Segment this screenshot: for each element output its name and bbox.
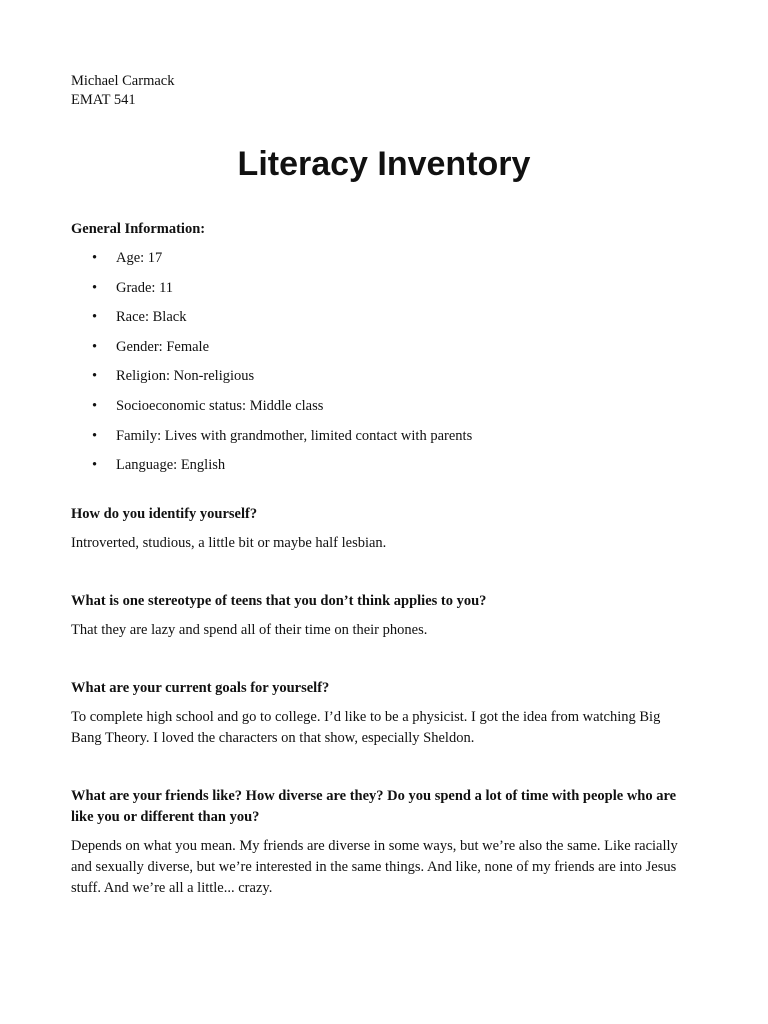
list-item-text: Language: English — [116, 457, 226, 474]
question-block — [71, 504, 691, 554]
question-block — [71, 591, 691, 641]
question-heading: What are your friends like? How diverse are they? Do you spend a lot of time with people who are like you or different than you? — [71, 787, 677, 825]
question-block — [71, 786, 691, 899]
list-item — [71, 307, 691, 337]
list-item-text: Religion: Non-religious — [116, 368, 255, 385]
list-item — [71, 366, 691, 396]
bullet-icon: • — [92, 427, 98, 444]
document-page — [71, 72, 691, 899]
list-item — [71, 248, 691, 278]
course-code: EMAT 541 — [71, 92, 136, 108]
answer-text: That they are lazy and spend all of their time on their phones. — [71, 621, 428, 638]
bullet-icon: • — [92, 279, 98, 296]
author-name: Michael Carmack — [71, 73, 175, 89]
list-item — [71, 278, 691, 308]
general-information-list — [71, 248, 691, 485]
general-information-heading: General Information: — [71, 221, 206, 237]
answer-text: Introverted, studious, a little bit or maybe half lesbian. — [71, 534, 387, 551]
list-item-text: Gender: Female — [116, 338, 210, 355]
list-item — [71, 455, 691, 485]
question-heading: What are your current goals for yourself? — [71, 679, 330, 696]
list-item-text: Family: Lives with grandmother, limited contact with parents — [116, 427, 473, 444]
bullet-icon: • — [92, 338, 98, 355]
bullet-icon: • — [92, 368, 98, 385]
list-item — [71, 426, 691, 456]
bullet-icon: • — [92, 250, 98, 266]
bullet-icon: • — [92, 309, 98, 326]
question-heading: How do you identify yourself? — [71, 505, 258, 522]
list-item-text: Grade: 11 — [116, 279, 174, 296]
question-heading: What is one stereotype of teens that you don’t think applies to you? — [71, 592, 487, 609]
answer-text: To complete high school and go to college. I’d like to be a physicist. I got the idea from watching Big Bang Theory. I loved the characters on that show, especially Sheldon. — [71, 708, 661, 746]
list-item-text: Socioeconomic status: Middle class — [116, 397, 324, 414]
list-item-text: Race: Black — [116, 309, 187, 326]
list-item — [71, 337, 691, 367]
answer-text: Depends on what you mean. My friends are diverse in some ways, but we’re also the same. Like racially and sexually diverse, but we’re interested in the same things. And like, none of my friends are into Jesus stuff. And we’re all a little... crazy. — [71, 837, 678, 896]
bullet-icon: • — [92, 397, 98, 414]
question-block — [71, 678, 691, 749]
list-item — [71, 396, 691, 426]
bullet-icon: • — [92, 457, 98, 474]
list-item-text: Age: 17 — [116, 250, 163, 266]
document-title: Literacy Inventory — [237, 145, 531, 183]
